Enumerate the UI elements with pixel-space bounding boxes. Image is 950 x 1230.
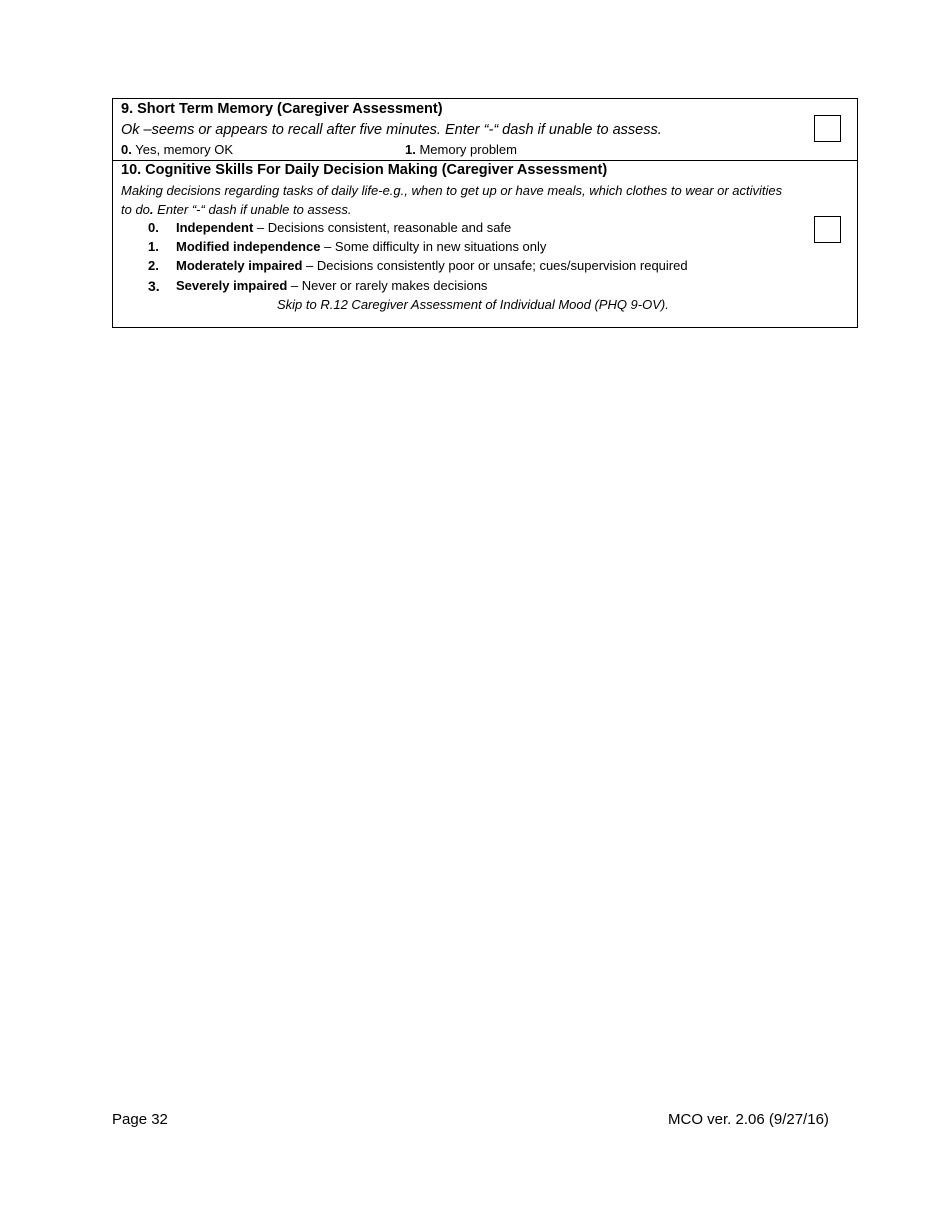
option-label: Memory problem (419, 142, 517, 157)
section-9-option-1 (405, 142, 517, 157)
option-term: Moderately impaired (176, 258, 303, 273)
option-number: 1. (405, 142, 416, 157)
instruction-text: to do (121, 202, 150, 217)
option-label (176, 278, 487, 293)
page-number: Page 32 (112, 1111, 168, 1128)
option-term: Modified independence (176, 239, 321, 254)
option-number: 0. (121, 142, 132, 157)
option-number: 1. (148, 239, 159, 254)
skip-instruction: Skip to R.12 Caregiver Assessment of Individual Mood (PHQ 9-OV). (277, 297, 669, 312)
version-label: MCO ver. 2.06 (9/27/16) (668, 1111, 829, 1128)
section-decision-making (113, 160, 857, 327)
option-label (176, 258, 688, 273)
section-10-answer-box[interactable] (814, 216, 841, 243)
option-desc: – Decisions consistently poor or unsafe; cues/supervision required (302, 258, 688, 273)
instruction-text: . (149, 202, 154, 217)
instruction-text: Enter “-“ dash if unable to assess. (153, 202, 352, 217)
option-number: 2. (148, 258, 159, 273)
section-9-answer-box[interactable] (814, 115, 841, 142)
section-9-instruction: Ok –seems or appears to recall after five minutes. Enter “-“ dash if unable to assess. (121, 122, 662, 138)
section-9-title: 9. Short Term Memory (Caregiver Assessment) (121, 101, 443, 117)
option-desc: – Decisions consistent, reasonable and safe (253, 220, 512, 235)
assessment-form-box (112, 98, 858, 328)
option-number: 0. (148, 220, 159, 235)
section-short-term-memory (113, 99, 857, 161)
option-label: Yes, memory OK (135, 142, 234, 157)
option-term: Severely impaired (176, 278, 288, 293)
section-10-title: 10. Cognitive Skills For Daily Decision Making (Caregiver Assessment) (121, 162, 608, 178)
option-label (176, 220, 511, 235)
section-10-instruction-line-1: Making decisions regarding tasks of daily life-e.g., when to get up or have meals, which clothes to wear or activities (121, 183, 783, 198)
option-number: 3. (148, 278, 160, 294)
option-desc: – Some difficulty in new situations only (320, 239, 547, 254)
option-term: Independent (176, 220, 254, 235)
option-desc: – Never or rarely makes decisions (287, 278, 488, 293)
section-10-instruction-line-2 (121, 202, 352, 217)
option-label (176, 239, 546, 254)
section-9-option-0 (121, 142, 233, 157)
